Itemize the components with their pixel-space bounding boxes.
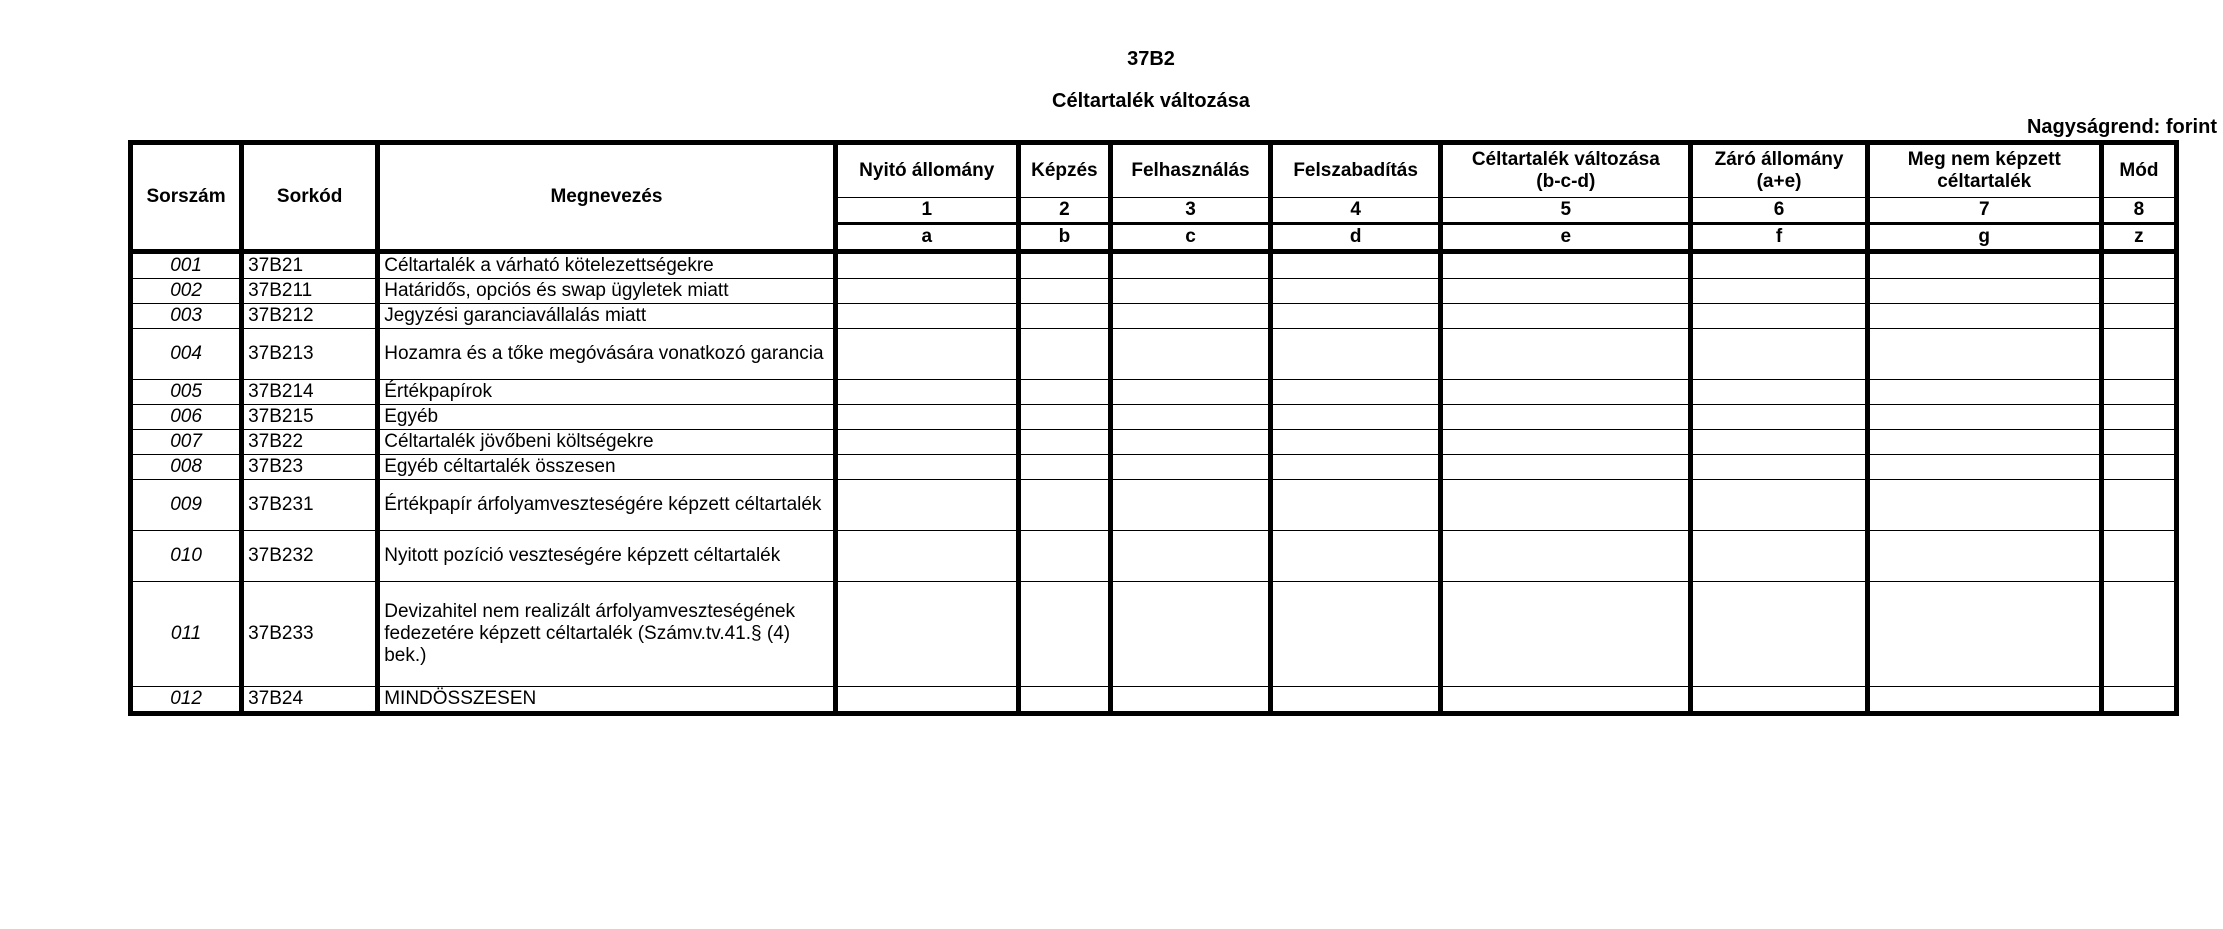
col-number-4: 4 xyxy=(1271,198,1441,224)
value-cell[interactable] xyxy=(835,304,1018,329)
value-cell[interactable] xyxy=(1691,405,1867,430)
value-cell[interactable] xyxy=(835,480,1018,531)
table-row xyxy=(131,329,2177,380)
value-cell[interactable] xyxy=(1110,480,1270,531)
value-cell[interactable] xyxy=(2101,329,2176,380)
col-letter-b: b xyxy=(1018,224,1110,252)
value-cell[interactable] xyxy=(1691,455,1867,480)
row-sorszam: 011 xyxy=(131,582,242,687)
value-cell[interactable] xyxy=(2101,405,2176,430)
value-cell[interactable] xyxy=(1110,279,1270,304)
value-cell[interactable] xyxy=(1271,304,1441,329)
row-sorkod: 37B231 xyxy=(242,480,378,531)
value-cell[interactable] xyxy=(1691,687,1867,714)
col-number-8: 8 xyxy=(2101,198,2176,224)
value-cell[interactable] xyxy=(1271,279,1441,304)
table-row xyxy=(131,455,2177,480)
table-row xyxy=(131,252,2177,279)
header-col-5: Céltartalék változása (b-c-d) xyxy=(1441,143,1691,198)
row-sorszam: 009 xyxy=(131,480,242,531)
value-cell[interactable] xyxy=(1018,455,1110,480)
unit-label: Nagyságrend: forint xyxy=(2026,116,2217,138)
value-cell[interactable] xyxy=(1691,252,1867,279)
value-cell[interactable] xyxy=(1691,531,1867,582)
row-sorszam: 005 xyxy=(131,380,242,405)
value-cell[interactable] xyxy=(1691,380,1867,405)
row-megnevezes: Egyéb céltartalék összesen xyxy=(378,455,835,480)
col-number-2: 2 xyxy=(1018,198,1110,224)
row-sorszam: 010 xyxy=(131,531,242,582)
row-megnevezes: Céltartalék jövőbeni költségekre xyxy=(378,430,835,455)
value-cell[interactable] xyxy=(1271,430,1441,455)
value-cell[interactable] xyxy=(2101,480,2176,531)
row-sorkod: 37B212 xyxy=(242,304,378,329)
table-row xyxy=(131,531,2177,582)
value-cell[interactable] xyxy=(1271,329,1441,380)
header-sorkod: Sorkód xyxy=(242,143,378,252)
value-cell[interactable] xyxy=(1271,405,1441,430)
value-cell[interactable] xyxy=(835,405,1018,430)
value-cell[interactable] xyxy=(1110,687,1270,714)
value-cell[interactable] xyxy=(1018,531,1110,582)
value-cell[interactable] xyxy=(835,455,1018,480)
value-cell[interactable] xyxy=(1018,687,1110,714)
value-cell[interactable] xyxy=(1867,531,2101,582)
value-cell[interactable] xyxy=(835,531,1018,582)
value-cell[interactable] xyxy=(1867,405,2101,430)
value-cell[interactable] xyxy=(1110,252,1270,279)
row-sorkod: 37B22 xyxy=(242,430,378,455)
value-cell[interactable] xyxy=(1271,455,1441,480)
value-cell[interactable] xyxy=(1867,252,2101,279)
table-row xyxy=(131,279,2177,304)
form-code: 37B2 xyxy=(1127,48,1175,70)
value-cell[interactable] xyxy=(1018,380,1110,405)
value-cell[interactable] xyxy=(1110,582,1270,687)
row-sorszam: 002 xyxy=(131,279,242,304)
value-cell[interactable] xyxy=(1867,455,2101,480)
row-sorszam: 008 xyxy=(131,455,242,480)
value-cell[interactable] xyxy=(835,380,1018,405)
value-cell[interactable] xyxy=(1441,455,1691,480)
row-megnevezes: MINDÖSSZESEN xyxy=(378,687,835,714)
value-cell[interactable] xyxy=(1018,430,1110,455)
table-row xyxy=(131,405,2177,430)
table-row xyxy=(131,430,2177,455)
value-cell[interactable] xyxy=(1110,430,1270,455)
value-cell[interactable] xyxy=(1441,279,1691,304)
value-cell[interactable] xyxy=(1441,304,1691,329)
value-cell[interactable] xyxy=(1271,480,1441,531)
row-megnevezes: Jegyzési garanciavállalás miatt xyxy=(378,304,835,329)
header-col-8: Mód xyxy=(2101,143,2176,198)
header-col-4: Felszabadítás xyxy=(1271,143,1441,198)
row-megnevezes: Egyéb xyxy=(378,405,835,430)
value-cell[interactable] xyxy=(1271,380,1441,405)
value-cell[interactable] xyxy=(1441,380,1691,405)
value-cell[interactable] xyxy=(1018,582,1110,687)
value-cell[interactable] xyxy=(1867,430,2101,455)
row-megnevezes: Nyitott pozíció veszteségére képzett céltartalék xyxy=(378,531,835,582)
value-cell[interactable] xyxy=(1110,455,1270,480)
value-cell[interactable] xyxy=(2101,531,2176,582)
row-sorszam: 006 xyxy=(131,405,242,430)
value-cell[interactable] xyxy=(1018,279,1110,304)
col-number-6: 6 xyxy=(1691,198,1867,224)
value-cell[interactable] xyxy=(835,687,1018,714)
value-cell[interactable] xyxy=(835,582,1018,687)
col-number-7: 7 xyxy=(1867,198,2101,224)
header-megnevezes: Megnevezés xyxy=(378,143,835,252)
value-cell[interactable] xyxy=(1110,380,1270,405)
col-number-3: 3 xyxy=(1110,198,1270,224)
value-cell[interactable] xyxy=(1867,582,2101,687)
value-cell[interactable] xyxy=(835,279,1018,304)
value-cell[interactable] xyxy=(1271,531,1441,582)
col-letter-c: c xyxy=(1110,224,1270,252)
col-letter-d: d xyxy=(1271,224,1441,252)
row-megnevezes: Céltartalék a várható kötelezettségekre xyxy=(378,252,835,279)
value-cell[interactable] xyxy=(1441,687,1691,714)
value-cell[interactable] xyxy=(1110,304,1270,329)
row-megnevezes: Határidős, opciós és swap ügyletek miatt xyxy=(378,279,835,304)
value-cell[interactable] xyxy=(2101,279,2176,304)
value-cell[interactable] xyxy=(1441,531,1691,582)
value-cell[interactable] xyxy=(1867,279,2101,304)
value-cell[interactable] xyxy=(2101,430,2176,455)
table-row xyxy=(131,582,2177,687)
value-cell[interactable] xyxy=(1441,430,1691,455)
value-cell[interactable] xyxy=(1691,480,1867,531)
value-cell[interactable] xyxy=(1271,252,1441,279)
value-cell[interactable] xyxy=(1271,582,1441,687)
value-cell[interactable] xyxy=(1110,329,1270,380)
value-cell[interactable] xyxy=(1110,531,1270,582)
row-sorszam: 012 xyxy=(131,687,242,714)
row-sorkod: 37B23 xyxy=(242,455,378,480)
table-row xyxy=(131,304,2177,329)
row-megnevezes: Értékpapírok xyxy=(378,380,835,405)
value-cell[interactable] xyxy=(1110,405,1270,430)
value-cell[interactable] xyxy=(1867,304,2101,329)
value-cell[interactable] xyxy=(1441,582,1691,687)
col-letter-f: f xyxy=(1691,224,1867,252)
value-cell[interactable] xyxy=(1867,329,2101,380)
row-megnevezes: Devizahitel nem realizált árfolyamveszteségének fedezetére képzett céltartalék (Számv.tv.41.§ (4) bek.) xyxy=(378,582,835,687)
table-row xyxy=(131,687,2177,714)
col-number-5: 5 xyxy=(1441,198,1691,224)
value-cell[interactable] xyxy=(1441,252,1691,279)
row-sorkod: 37B21 xyxy=(242,252,378,279)
col-number-1: 1 xyxy=(835,198,1018,224)
row-sorkod: 37B233 xyxy=(242,582,378,687)
header-col-3: Felhasználás xyxy=(1110,143,1270,198)
col-letter-a: a xyxy=(835,224,1018,252)
header-col-2: Képzés xyxy=(1018,143,1110,198)
value-cell[interactable] xyxy=(1867,687,2101,714)
header-col-1: Nyitó állomány xyxy=(835,143,1018,198)
value-cell[interactable] xyxy=(1691,304,1867,329)
row-sorkod: 37B24 xyxy=(242,687,378,714)
header-sorszam: Sorszám xyxy=(131,143,242,252)
value-cell[interactable] xyxy=(2101,252,2176,279)
data-table xyxy=(128,140,2179,716)
col-letter-g: g xyxy=(1867,224,2101,252)
value-cell[interactable] xyxy=(2101,455,2176,480)
form-title: Céltartalék változása xyxy=(1052,90,1250,112)
value-cell[interactable] xyxy=(1018,480,1110,531)
value-cell[interactable] xyxy=(1018,304,1110,329)
row-sorszam: 001 xyxy=(131,252,242,279)
col-letter-z: z xyxy=(2101,224,2176,252)
row-sorkod: 37B211 xyxy=(242,279,378,304)
table-row xyxy=(131,380,2177,405)
row-sorkod: 37B232 xyxy=(242,531,378,582)
header-col-6: Záró állomány (a+e) xyxy=(1691,143,1867,198)
value-cell[interactable] xyxy=(1441,329,1691,380)
value-cell[interactable] xyxy=(1018,252,1110,279)
value-cell[interactable] xyxy=(1691,279,1867,304)
value-cell[interactable] xyxy=(2101,304,2176,329)
value-cell[interactable] xyxy=(1441,480,1691,531)
value-cell[interactable] xyxy=(2101,687,2176,714)
value-cell[interactable] xyxy=(1867,380,2101,405)
row-megnevezes: Hozamra és a tőke megóvására vonatkozó garancia xyxy=(378,329,835,380)
col-letter-e: e xyxy=(1441,224,1691,252)
value-cell[interactable] xyxy=(1691,329,1867,380)
value-cell[interactable] xyxy=(1441,405,1691,430)
row-sorszam: 003 xyxy=(131,304,242,329)
value-cell[interactable] xyxy=(1867,480,2101,531)
row-sorszam: 007 xyxy=(131,430,242,455)
header-col-7: Meg nem képzett céltartalék xyxy=(1867,143,2101,198)
row-megnevezes: Értékpapír árfolyamveszteségére képzett céltartalék xyxy=(378,480,835,531)
value-cell[interactable] xyxy=(1018,405,1110,430)
row-sorkod: 37B214 xyxy=(242,380,378,405)
value-cell[interactable] xyxy=(835,430,1018,455)
value-cell[interactable] xyxy=(2101,380,2176,405)
value-cell[interactable] xyxy=(1271,687,1441,714)
table-row xyxy=(131,480,2177,531)
value-cell[interactable] xyxy=(835,252,1018,279)
value-cell[interactable] xyxy=(835,329,1018,380)
row-sorszam: 004 xyxy=(131,329,242,380)
value-cell[interactable] xyxy=(1691,430,1867,455)
value-cell[interactable] xyxy=(1018,329,1110,380)
row-sorkod: 37B215 xyxy=(242,405,378,430)
value-cell[interactable] xyxy=(1691,582,1867,687)
row-sorkod: 37B213 xyxy=(242,329,378,380)
value-cell[interactable] xyxy=(2101,582,2176,687)
